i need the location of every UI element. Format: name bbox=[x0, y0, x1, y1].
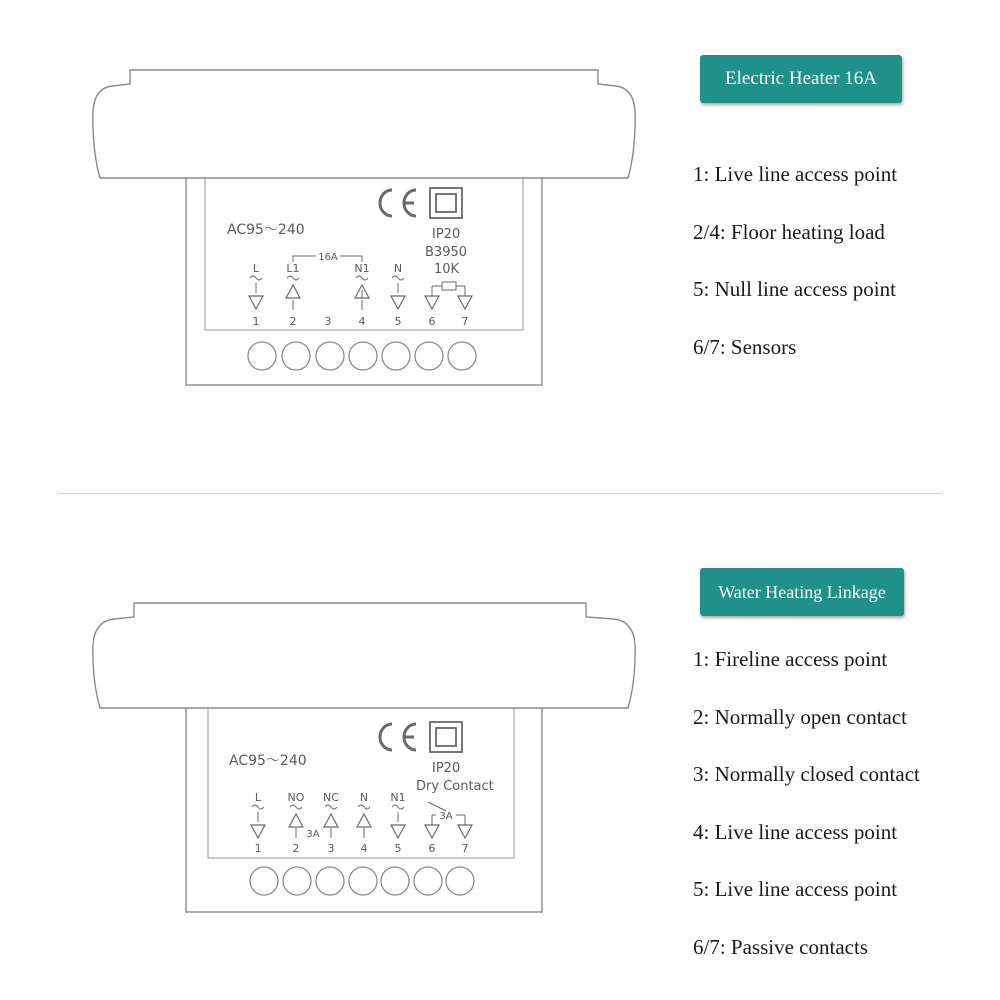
terminal-label-no: NO bbox=[287, 791, 305, 804]
list-item: 6/7: Passive contacts bbox=[693, 934, 868, 959]
list-item: 6/7: Sensors bbox=[693, 334, 797, 359]
list-item: 1: Fireline access point bbox=[693, 647, 888, 671]
relay-rating-label: 3A bbox=[439, 811, 453, 822]
terminal-number-5: 5 bbox=[394, 315, 402, 328]
electric-heater-terminal-list bbox=[693, 162, 897, 392]
thermostat-wiring-diagram-dry-contact bbox=[0, 500, 660, 1000]
terminal-label-l1: L1 bbox=[286, 262, 300, 275]
sensor-spec-label: 10K bbox=[434, 262, 460, 277]
terminal-label-l: L bbox=[252, 262, 260, 275]
terminal-number-7: 7 bbox=[461, 315, 469, 328]
terminal-number-6: 6 bbox=[428, 315, 436, 328]
list-item: 5: Live line access point bbox=[693, 877, 898, 902]
ip-rating-label: IP20 bbox=[432, 227, 461, 242]
terminal-number-4: 4 bbox=[358, 315, 366, 328]
terminal-number-6: 6 bbox=[428, 842, 436, 855]
list-item: 3: Normally closed contact bbox=[693, 762, 920, 787]
ip-rating-label: IP20 bbox=[432, 761, 461, 776]
water-heating-section bbox=[0, 500, 1000, 1000]
terminal-number-4: 4 bbox=[360, 842, 368, 855]
contact-type-label: Dry Contact bbox=[416, 779, 494, 794]
list-item: 4: Live line access point bbox=[693, 819, 898, 844]
terminal-label-n: N bbox=[393, 262, 403, 275]
list-item: 2: Normally open contact bbox=[693, 704, 908, 729]
water-heating-badge: Water Heating Linkage bbox=[700, 568, 904, 616]
terminal-number-2: 2 bbox=[289, 315, 297, 328]
thermostat-wiring-diagram-16a bbox=[0, 0, 660, 500]
terminal-panel bbox=[205, 172, 523, 330]
contact-rating-label: 3A bbox=[306, 829, 320, 840]
terminal-number-5: 5 bbox=[394, 842, 402, 855]
terminal-label-n: N bbox=[359, 791, 369, 804]
front-cover bbox=[93, 603, 635, 708]
section-divider bbox=[58, 493, 942, 494]
list-item: 2/4: Floor heating load bbox=[693, 219, 885, 244]
terminal-number-3: 3 bbox=[324, 315, 332, 328]
load-rating-label: 16A bbox=[318, 252, 338, 263]
list-item: 1: Live line access point bbox=[693, 162, 898, 186]
water-heating-terminal-list bbox=[693, 647, 920, 993]
sensor-model-label: B3950 bbox=[425, 245, 468, 260]
terminal-label-nc: NC bbox=[323, 791, 339, 804]
voltage-label: AC95～240 bbox=[229, 753, 307, 769]
front-cover bbox=[93, 70, 635, 178]
terminal-label-n1: N1 bbox=[390, 791, 406, 804]
electric-heater-badge: Electric Heater 16A bbox=[700, 55, 902, 103]
terminal-number-2: 2 bbox=[292, 842, 300, 855]
terminal-number-3: 3 bbox=[327, 842, 335, 855]
voltage-label: AC95～240 bbox=[227, 222, 305, 238]
terminal-number-1: 1 bbox=[254, 842, 262, 855]
terminal-number-1: 1 bbox=[252, 315, 260, 328]
terminal-label-n1: N1 bbox=[354, 262, 370, 275]
terminal-number-7: 7 bbox=[461, 842, 469, 855]
list-item: 5: Null line access point bbox=[693, 277, 896, 302]
terminal-label-l: L bbox=[254, 791, 262, 804]
